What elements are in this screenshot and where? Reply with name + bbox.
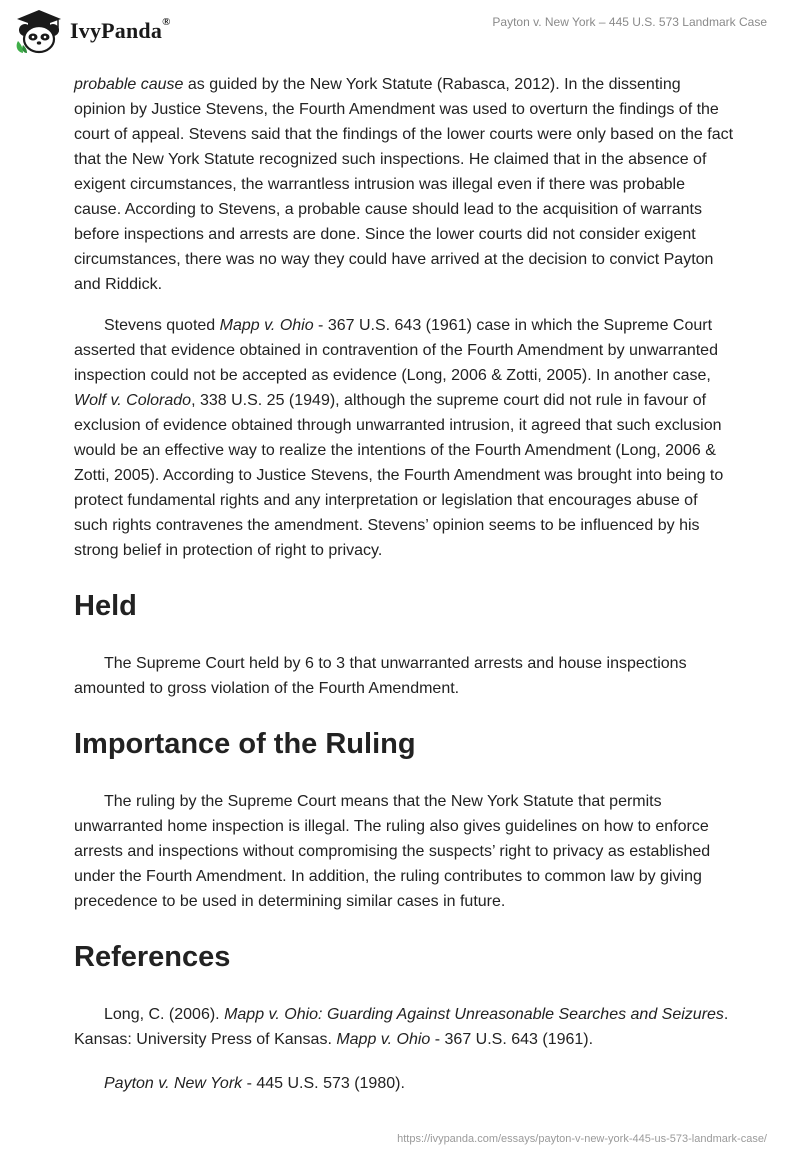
reference-long-2006: Long, C. (2006). Mapp v. Ohio: Guarding Against Unreasonable Searches and Seizures. Kansas: University Press of Kansas. Mapp v. Ohio - 367 U.S. 643 (1961).: [74, 1006, 729, 1048]
paragraph-held: The Supreme Court held by 6 to 3 that unwarranted arrests and house inspections amounted to gross violation of the Fourth Amendment.: [74, 655, 687, 697]
heading-held: Held: [74, 590, 137, 622]
page-header: [0, 0, 800, 62]
heading-importance: Importance of the Ruling: [74, 728, 416, 760]
logo-wordmark: IvyPanda®: [70, 16, 171, 43]
paragraph-stevens-quote: Stevens quoted Mapp v. Ohio - 367 U.S. 643 (1961) case in which the Supreme Court asserted that evidence obtained in contravention of the Fourth Amendment by unwarranted inspection could not be accepted as evidence (Long, 2006 & Zotti, 2005). In another case, Wolf v. Colorado, 338 U.S. 25 (1949), although the supreme court did not rule in favour of exclusion of evidence obtained through unwarranted intrusion, it agreed that such exclusion would be an effective way to realize the intentions of the Fourth Amendment (Long, 2006 & Zotti, 2005). According to Justice Stevens, the Fourth Amendment was brought into being to protect fundamental rights and any interpretation or legislation that encourages abuse of such rights contravenes the amendment. Stevens’ opinion seems to be influenced by his strong belief in protection of right to privacy.: [74, 317, 724, 559]
heading-references: References: [74, 941, 231, 973]
paragraph-dissent: probable cause as guided by the New York Statute (Rabasca, 2012). In the dissenting opinion by Justice Stevens, the Fourth Amendment was used to overturn the findings of the court of appeal. Stevens said that the findings of the lower courts were only based on the fact that the New York Statute recognized such inspections. He claimed that in the absence of exigent circumstances, the warrantless intrusion was illegal even if there was probable cause. According to Stevens, a probable cause should lead to the acquisition of warrants before inspections and arrests are done. Since the lower courts did not consider exigent circumstances, there was no way they could have arrived at the decision to convict Payton and Riddick.: [74, 76, 734, 293]
paragraph-importance: The ruling by the Supreme Court means that the New York Statute that permits unwarranted home inspection is illegal. The ruling also gives guidelines on how to enforce arrests and inspections without compromising the suspects’ right to privacy as established under the Fourth Amendment. In addition, the ruling contributes to common law by giving precedence to be used in determining similar cases in future.: [74, 793, 711, 910]
essay-content: [74, 72, 734, 1112]
panda-graduation-icon: [14, 8, 64, 54]
document-title: Payton v. New York – 445 U.S. 573 Landmark Case: [492, 15, 767, 29]
ivypanda-logo[interactable]: [14, 8, 171, 54]
source-url-link[interactable]: https://ivypanda.com/essays/payton-v-new-york-445-us-573-landmark-case/: [397, 1133, 767, 1145]
reference-payton: Payton v. New York - 445 U.S. 573 (1980).: [104, 1075, 405, 1092]
